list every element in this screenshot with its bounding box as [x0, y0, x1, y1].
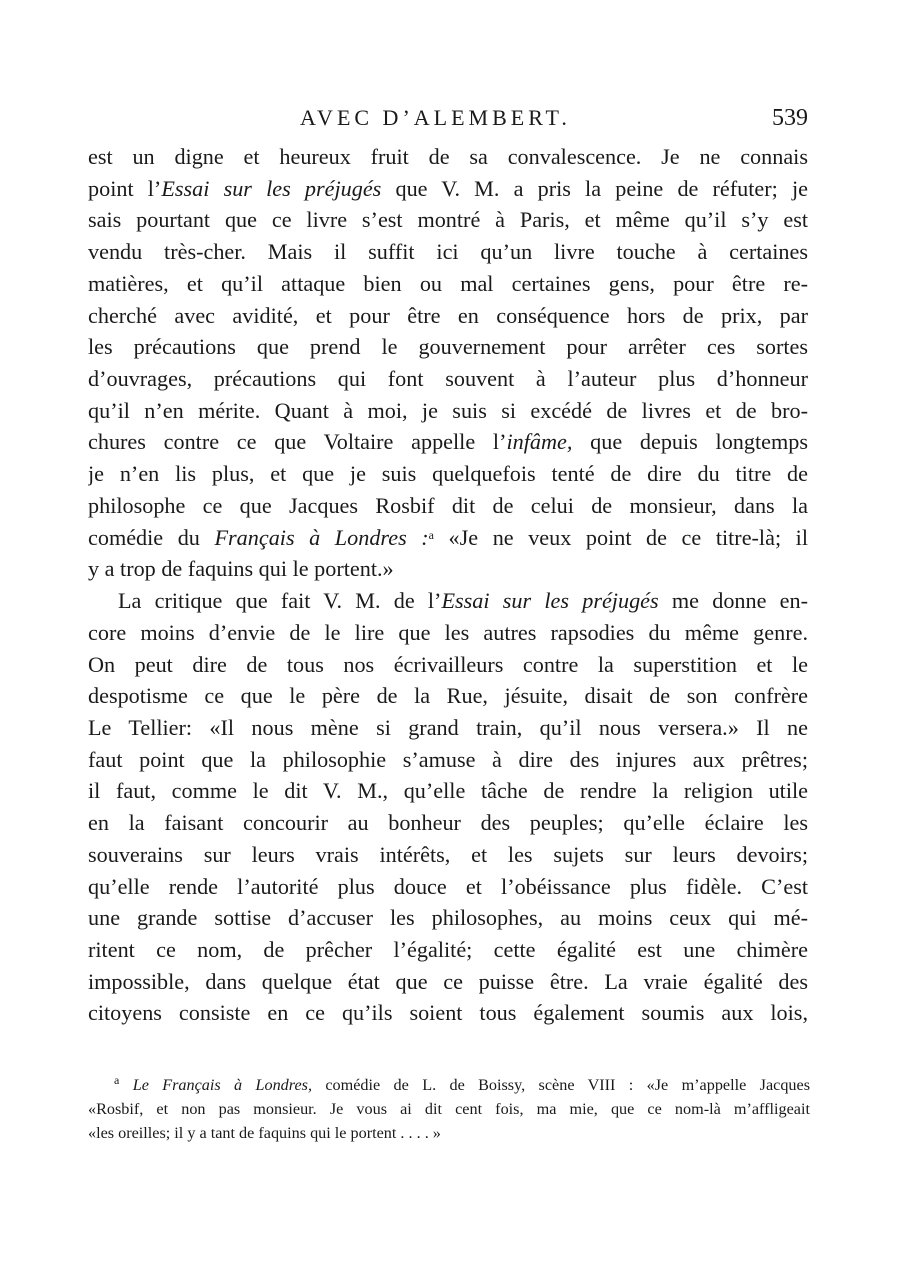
- italic-word: infâme,: [506, 429, 573, 455]
- footnote-line: «Rosbif, et non pas monsieur. Je vous ai dit cent fois, ma mie, que ce nom-là m’affligeait: [88, 1100, 810, 1118]
- text-line: La critique que fait V. M. de l’Essai sur les préjugés me donne en-: [118, 588, 808, 614]
- text-line: comédie du Français à Londres :$^a$ «Je ne veux point de ce titre-là; il: [88, 524, 808, 550]
- text-line: les précautions que prend le gouvernement pour arrêter ces sortes: [88, 334, 808, 360]
- text-line: citoyens consiste en ce qu’ils soient tous également soumis aux lois,: [88, 1000, 808, 1026]
- text-line: impossible, dans quelque état que ce puisse être. La vraie égalité des: [88, 968, 808, 994]
- text-line: d’ouvrages, précautions qui font souvent à l’auteur plus d’honneur: [88, 366, 808, 392]
- text-line: cherché avec avidité, et pour être en conséquence hors de prix, par: [88, 302, 808, 328]
- text-line: ritent ce nom, de prêcher l’égalité; cette égalité est une chimère: [88, 936, 808, 962]
- book-title-italic: Français à Londres :: [214, 524, 429, 550]
- text-line: point l’Essai sur les préjugés que V. M. a pris la peine de réfuter; je: [88, 175, 808, 201]
- text-line: qu’elle rende l’autorité plus douce et l’obéissance plus fidèle. C’est: [88, 873, 808, 899]
- running-title: AVEC D’ALEMBERT.: [300, 105, 571, 130]
- footnote: [88, 1073, 810, 1145]
- text-line: chures contre ce que Voltaire appelle l’infâme, que depuis longtemps: [88, 429, 808, 455]
- footnote-marker: a: [114, 1073, 120, 1087]
- text-line: vendu très-cher. Mais il suffit ici qu’un livre touche à certaines: [88, 239, 808, 265]
- text-line: est un digne et heureux fruit de sa convalescence. Je ne connais: [88, 144, 808, 169]
- text-line: philosophe ce que Jacques Rosbif dit de celui de monsieur, dans la: [88, 492, 808, 518]
- running-head: [0, 98, 900, 138]
- body-text: [88, 141, 808, 1029]
- text-line: matières, et qu’il attaque bien ou mal certaines gens, pour être re-: [88, 270, 808, 296]
- text-line: y a trop de faquins qui le portent.»: [88, 556, 394, 582]
- book-title-italic: Essai sur les préjugés: [161, 175, 382, 201]
- text-line: sais pourtant que ce livre s’est montré à Paris, et même qu’il s’y est: [88, 207, 808, 233]
- text-line: core moins d’envie de le lire que les autres rapsodies du même genre.: [88, 619, 808, 645]
- text-line: une grande sottise d’accuser les philosophes, au moins ceux qui mé-: [88, 905, 808, 931]
- footnote-line: «les oreilles; il y a tant de faquins qui le portent . . . . »: [88, 1124, 441, 1142]
- footnote-marker: a: [428, 527, 434, 542]
- book-title-italic: Essai sur les préjugés: [441, 588, 659, 614]
- text-line: souverains sur leurs vrais intérêts, et les sujets sur leurs devoirs;: [88, 841, 808, 867]
- text-line: qu’il n’en mérite. Quant à moi, je suis si excédé de livres et de bro-: [88, 397, 808, 423]
- page-number: 539: [772, 105, 808, 131]
- text-line: je n’en lis plus, et que je suis quelquefois tenté de dire du titre de: [88, 461, 808, 487]
- book-title-italic: Le Français à Londres,: [132, 1076, 313, 1094]
- footnote-line: $^a$ Le Français à Londres, comédie de L. de Boissy, scène VIII : «Je m’appelle Jacques: [114, 1073, 810, 1094]
- text-line: faut point que la philosophie s’amuse à dire des injures aux prêtres;: [88, 746, 808, 772]
- text-line: On peut dire de tous nos écrivailleurs contre la superstition et le: [88, 651, 808, 677]
- text-line: en la faisant concourir au bonheur des peuples; qu’elle éclaire les: [88, 810, 808, 836]
- text-line: Le Tellier: «Il nous mène si grand train, qu’il nous versera.» Il ne: [88, 714, 808, 740]
- text-line: il faut, comme le dit V. M., qu’elle tâche de rendre la religion utile: [88, 778, 808, 804]
- text-line: despotisme ce que le père de la Rue, jésuite, disait de son confrère: [88, 683, 808, 709]
